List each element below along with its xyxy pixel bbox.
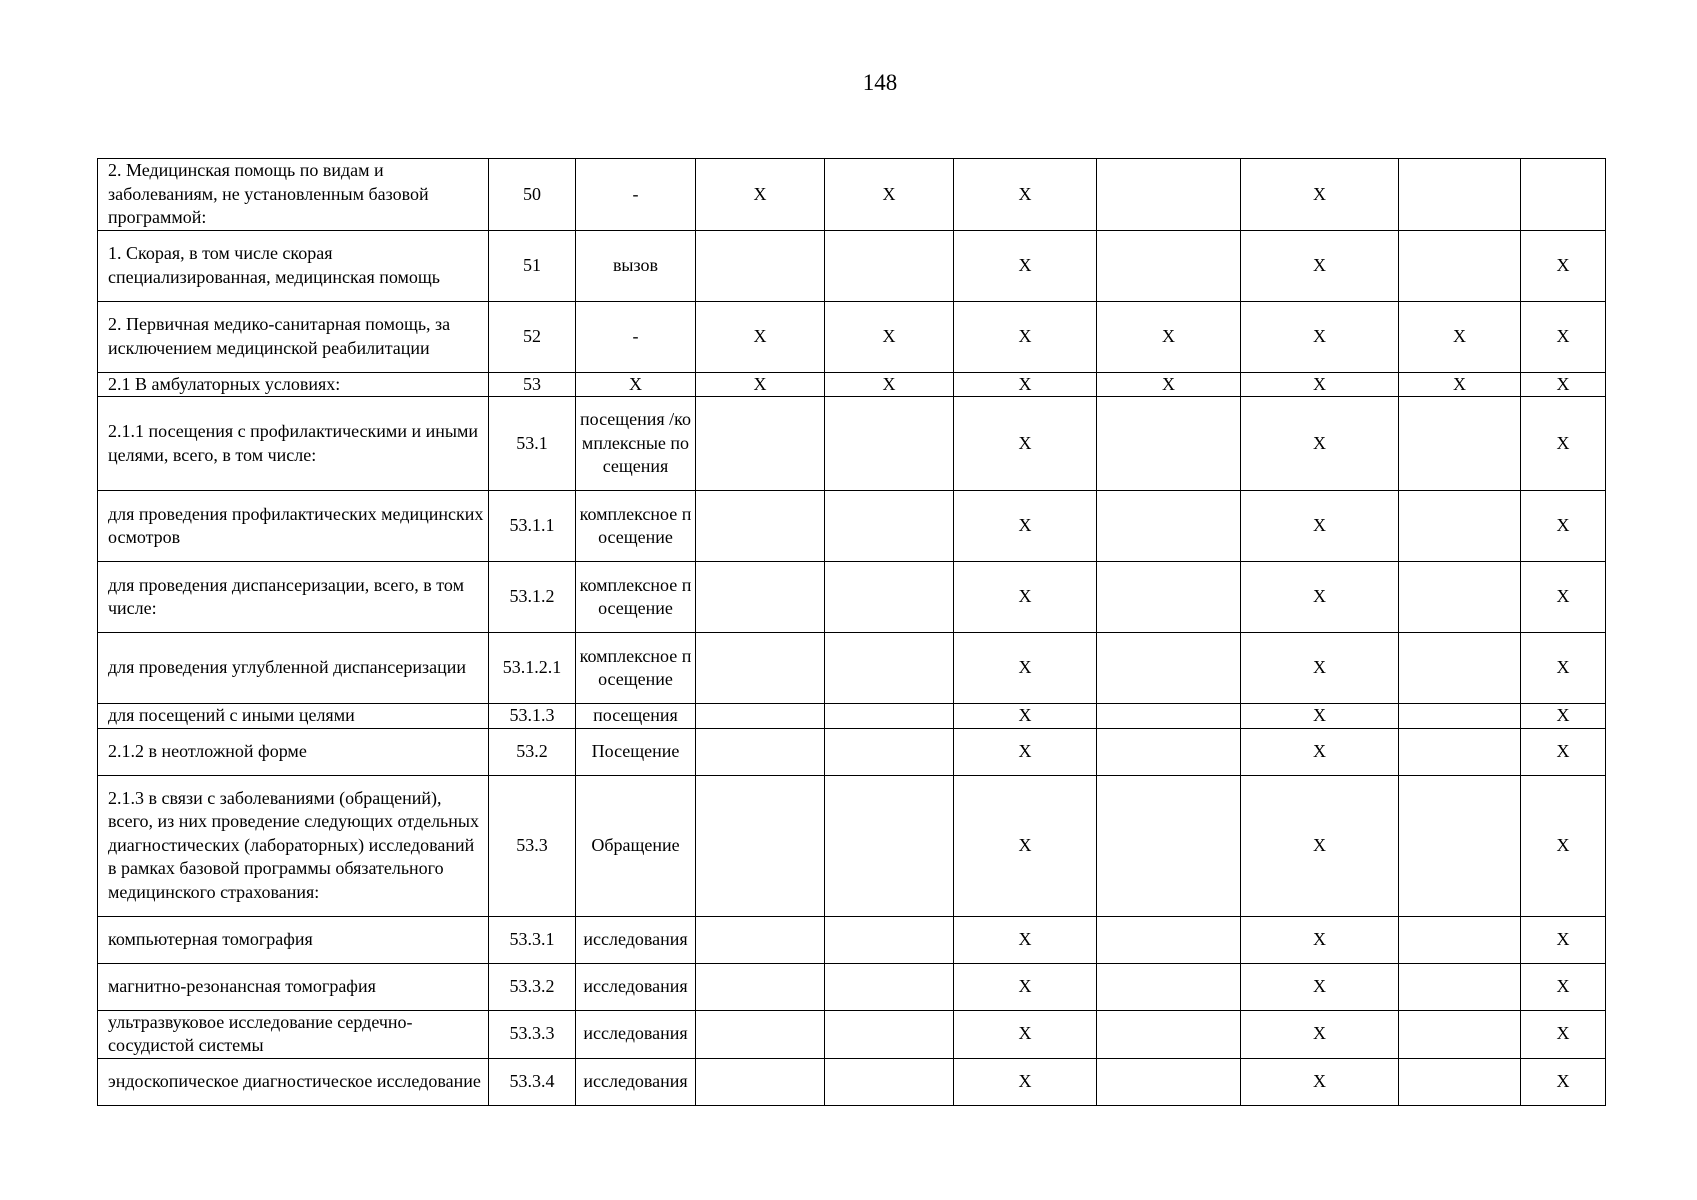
value-cell: X: [954, 491, 1097, 562]
value-cell: [1097, 159, 1241, 231]
value-cell: X: [954, 916, 1097, 963]
row-name-cell: 2. Первичная медико-санитарная помощь, за исключением медицинской реабилитации: [98, 301, 489, 372]
value-cell: [696, 728, 825, 775]
value-cell: X: [1521, 1010, 1606, 1058]
value-cell: [1097, 230, 1241, 301]
row-code-cell: 53.3.4: [489, 1058, 576, 1105]
value-cell: [1097, 728, 1241, 775]
value-cell: [1097, 633, 1241, 704]
value-cell: [1399, 916, 1521, 963]
value-cell: X: [825, 372, 954, 397]
value-cell: [825, 963, 954, 1010]
value-cell: [825, 491, 954, 562]
table-row: [98, 633, 1606, 704]
value-cell: [825, 728, 954, 775]
table-row: [98, 372, 1606, 397]
row-code-cell: 53.3.2: [489, 963, 576, 1010]
row-unit-cell: комплексное посещение: [576, 562, 696, 633]
row-name-cell: 1. Скорая, в том числе скорая специализированная, медицинская помощь: [98, 230, 489, 301]
value-cell: X: [1241, 916, 1399, 963]
value-cell: X: [1241, 397, 1399, 491]
table-row: [98, 159, 1606, 231]
value-cell: [696, 397, 825, 491]
value-cell: X: [1097, 301, 1241, 372]
value-cell: X: [954, 633, 1097, 704]
row-code-cell: 53.3.3: [489, 1010, 576, 1058]
value-cell: [696, 230, 825, 301]
table-row: [98, 1010, 1606, 1058]
value-cell: [1097, 916, 1241, 963]
table-row: [98, 397, 1606, 491]
row-code-cell: 53.3.1: [489, 916, 576, 963]
row-name-cell: ультразвуковое исследование сердечно-сосудистой системы: [98, 1010, 489, 1058]
row-unit-cell: Обращение: [576, 775, 696, 916]
row-name-cell: компьютерная томография: [98, 916, 489, 963]
value-cell: [1399, 397, 1521, 491]
value-cell: [1399, 704, 1521, 729]
value-cell: X: [1521, 491, 1606, 562]
table-row: [98, 301, 1606, 372]
value-cell: [825, 1058, 954, 1105]
value-cell: X: [825, 301, 954, 372]
value-cell: X: [1241, 230, 1399, 301]
value-cell: X: [1241, 301, 1399, 372]
value-cell: [1097, 704, 1241, 729]
row-unit-cell: комплексное посещение: [576, 491, 696, 562]
row-name-cell: для проведения углубленной диспансеризации: [98, 633, 489, 704]
value-cell: X: [1097, 372, 1241, 397]
value-cell: X: [1521, 633, 1606, 704]
value-cell: [1399, 728, 1521, 775]
value-cell: X: [1521, 230, 1606, 301]
value-cell: [1399, 1058, 1521, 1105]
value-cell: [825, 916, 954, 963]
value-cell: [1097, 491, 1241, 562]
row-name-cell: магнитно-резонансная томография: [98, 963, 489, 1010]
value-cell: X: [954, 562, 1097, 633]
value-cell: X: [1241, 963, 1399, 1010]
value-cell: [1399, 230, 1521, 301]
row-code-cell: 53.1.2.1: [489, 633, 576, 704]
value-cell: [1399, 562, 1521, 633]
table-row: [98, 775, 1606, 916]
row-name-cell: 2.1.2 в неотложной форме: [98, 728, 489, 775]
row-code-cell: 52: [489, 301, 576, 372]
value-cell: X: [1521, 916, 1606, 963]
value-cell: X: [1521, 397, 1606, 491]
value-cell: [696, 633, 825, 704]
value-cell: X: [696, 159, 825, 231]
row-unit-cell: вызов: [576, 230, 696, 301]
value-cell: X: [1241, 159, 1399, 231]
value-cell: X: [954, 963, 1097, 1010]
value-cell: X: [954, 704, 1097, 729]
row-unit-cell: исследования: [576, 963, 696, 1010]
value-cell: X: [1521, 704, 1606, 729]
value-cell: X: [1399, 372, 1521, 397]
value-cell: X: [1241, 562, 1399, 633]
row-code-cell: 53.3: [489, 775, 576, 916]
value-cell: X: [696, 301, 825, 372]
value-cell: X: [1241, 704, 1399, 729]
value-cell: [825, 397, 954, 491]
row-name-cell: для проведения профилактических медицинских осмотров: [98, 491, 489, 562]
value-cell: [825, 704, 954, 729]
value-cell: [1399, 775, 1521, 916]
value-cell: X: [696, 372, 825, 397]
row-unit-cell: посещения: [576, 704, 696, 729]
row-code-cell: 53.1: [489, 397, 576, 491]
value-cell: [825, 1010, 954, 1058]
row-name-cell: эндоскопическое диагностическое исследование: [98, 1058, 489, 1105]
value-cell: [696, 963, 825, 1010]
value-cell: [696, 562, 825, 633]
value-cell: [696, 1010, 825, 1058]
value-cell: [825, 562, 954, 633]
value-cell: [825, 230, 954, 301]
value-cell: X: [1241, 491, 1399, 562]
value-cell: X: [1241, 372, 1399, 397]
value-cell: X: [1399, 301, 1521, 372]
value-cell: X: [954, 301, 1097, 372]
value-cell: X: [1241, 728, 1399, 775]
value-cell: [696, 491, 825, 562]
page-number: 148: [862, 70, 898, 95]
table-row: [98, 963, 1606, 1010]
row-unit-cell: исследования: [576, 1010, 696, 1058]
value-cell: X: [954, 728, 1097, 775]
row-name-cell: для проведения диспансеризации, всего, в том числе:: [98, 562, 489, 633]
value-cell: [1097, 397, 1241, 491]
table-row: [98, 1058, 1606, 1105]
value-cell: [1097, 562, 1241, 633]
value-cell: [696, 1058, 825, 1105]
value-cell: [1399, 963, 1521, 1010]
row-code-cell: 50: [489, 159, 576, 231]
row-name-cell: 2.1 В амбулаторных условиях:: [98, 372, 489, 397]
table-row: [98, 491, 1606, 562]
table-row: [98, 728, 1606, 775]
row-name-cell: 2.1.1 посещения с профилактическими и иными целями, всего, в том числе:: [98, 397, 489, 491]
value-cell: [696, 916, 825, 963]
row-unit-cell: исследования: [576, 1058, 696, 1105]
value-cell: X: [1521, 1058, 1606, 1105]
value-cell: X: [825, 159, 954, 231]
value-cell: [1399, 633, 1521, 704]
value-cell: X: [954, 1010, 1097, 1058]
value-cell: X: [1521, 728, 1606, 775]
value-cell: [696, 704, 825, 729]
row-code-cell: 53: [489, 372, 576, 397]
row-unit-cell: -: [576, 159, 696, 231]
value-cell: X: [1241, 633, 1399, 704]
value-cell: [1097, 963, 1241, 1010]
row-code-cell: 53.1.3: [489, 704, 576, 729]
value-cell: [825, 775, 954, 916]
row-unit-cell: X: [576, 372, 696, 397]
value-cell: X: [1521, 562, 1606, 633]
row-code-cell: 53.2: [489, 728, 576, 775]
row-code-cell: 53.1.2: [489, 562, 576, 633]
value-cell: X: [1521, 372, 1606, 397]
value-cell: [1399, 1010, 1521, 1058]
value-cell: [1097, 775, 1241, 916]
value-cell: X: [954, 775, 1097, 916]
value-cell: X: [954, 159, 1097, 231]
value-cell: [825, 633, 954, 704]
row-unit-cell: исследования: [576, 916, 696, 963]
row-name-cell: 2. Медицинская помощь по видам и заболеваниям, не установленным базовой программой:: [98, 159, 489, 231]
table-row: [98, 916, 1606, 963]
row-unit-cell: посещения /комплексные посещения: [576, 397, 696, 491]
value-cell: X: [1521, 963, 1606, 1010]
value-cell: [696, 775, 825, 916]
value-cell: X: [1521, 301, 1606, 372]
row-code-cell: 53.1.1: [489, 491, 576, 562]
row-unit-cell: Посещение: [576, 728, 696, 775]
table-row: [98, 230, 1606, 301]
table-row: [98, 562, 1606, 633]
value-cell: [1097, 1010, 1241, 1058]
row-code-cell: 51: [489, 230, 576, 301]
value-cell: X: [1241, 1058, 1399, 1105]
row-name-cell: для посещений с иными целями: [98, 704, 489, 729]
value-cell: [1521, 159, 1606, 231]
value-cell: [1399, 491, 1521, 562]
value-cell: X: [954, 397, 1097, 491]
value-cell: X: [954, 230, 1097, 301]
value-cell: X: [1241, 775, 1399, 916]
value-cell: X: [1241, 1010, 1399, 1058]
value-cell: X: [954, 1058, 1097, 1105]
row-name-cell: 2.1.3 в связи с заболеваниями (обращений), всего, из них проведение следующих отдельных диагностических (лабораторных) исследований в рамках базовой программы обязательного медицинского страхования:: [98, 775, 489, 916]
row-unit-cell: -: [576, 301, 696, 372]
table-row: [98, 704, 1606, 729]
value-cell: [1399, 159, 1521, 231]
data-table: [97, 158, 1606, 1106]
value-cell: [1097, 1058, 1241, 1105]
value-cell: X: [954, 372, 1097, 397]
value-cell: X: [1521, 775, 1606, 916]
row-unit-cell: комплексное посещение: [576, 633, 696, 704]
